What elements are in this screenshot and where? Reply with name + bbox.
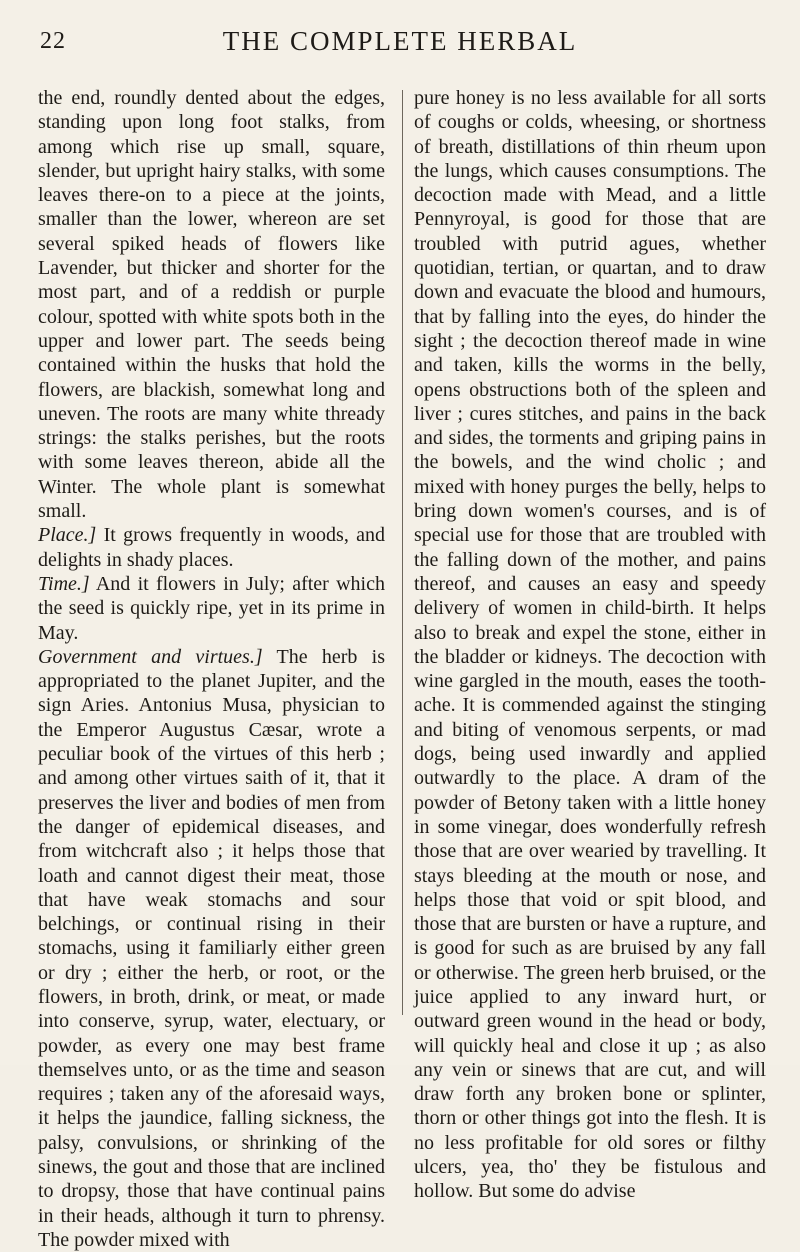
- description-paragraph: the end, roundly dented about the edges, standing upon long foot stalks, from among which rise up small, square, slender, but upright hairy stalks, with some leaves there-on to a piece at the joints, smaller than the lower, whereon are set several spiked heads of flowers like Lavender, but thicker and shorter for the most part, and of a reddish or purple colour, spotted with white spots both in the upper and lower part. The seeds being contained within the husks that hold the flowers, are blackish, somewhat long and uneven. The roots are many white thready strings: the stalks perishes, but the roots with some leaves thereon, abide all the Winter. The whole plant is somewhat small.: [38, 87, 385, 523]
- time-heading: Time.]: [38, 572, 90, 595]
- left-column: [38, 86, 385, 1252]
- time-text: And it flowers in July; after which the seed is quickly ripe, yet in its prime in May.: [38, 572, 385, 644]
- government-paragraph: [38, 645, 385, 1252]
- time-paragraph: [38, 572, 385, 645]
- place-heading: Place.]: [38, 524, 97, 547]
- running-title: THE COMPLETE HERBAL: [222, 26, 578, 56]
- page-number: 22: [40, 28, 66, 54]
- continued-paragraph: pure honey is no less available for all sorts of coughs or colds, wheesing, or shortness of breath, distillations of thin rheum upon the lungs, which causes consumptions. The decoction made with Mead, and a little Pennyroyal, is good for those that are troubled with putrid agues, whether quotidian, tertian, or quartan, and to draw down and evacuate the blood and humours, that by falling into the eyes, do hinder the sight ; the decoction thereof made in wine and taken, kills the worms in the belly, opens obstructions both of the spleen and liver ; cures stitches, and pains in the back and sides, the torments and griping pains in the bowels, and the wind cholic ; and mixed with honey purges the belly, helps to bring down women's courses, and is of special use for those that are troubled with the falling down of the mother, and pains thereof, and causes an easy and speedy delivery of women in child-birth. It helps also to break and expel the stone, either in the bladder or kidneys. The decoction with wine gargled in the mouth, eases the tooth-ache. It is commended against the stinging and biting of venomous serpents, or mad dogs, being used inwardly and applied outwardly to the place. A dram of the powder of Betony taken with a little honey in some vinegar, does wonderfully refresh those that are over wearied by travelling. It stays bleeding at the mouth or nose, and helps those that void or spit blood, and those that are bursten or have a rupture, and is good for such as are bruised by any fall or otherwise. The green herb bruised, or the juice applied to any inward hurt, or outward green wound in the head or body, will quickly heal and close it up ; as also any vein or sinews that are cut, and will draw forth any broken bone or splinter, thorn or other things got into the flesh. It is no less profitable for old sores or filthy ulcers, yea, tho' they be fistulous and hollow. But some do advise: [414, 87, 766, 1203]
- page-header: [40, 20, 760, 60]
- government-text: The herb is appropriated to the planet Jupiter, and the sign Aries. Antonius Musa, physician to the Emperor Augustus Cæsar, wrote a peculiar book of the virtues of this herb ; and among other virtues saith of it, that it preserves the liver and bodies of men from the danger of epidemical diseases, and from witchcraft also ; it helps those that loath and cannot digest their meat, those that have weak stomachs and sour belchings, or continual rising in their stomachs, using it familiarly either green or dry ; either the herb, or root, or the flowers, in broth, drink, or meat, or made into conserve, syrup, water, electuary, or powder, as every one may best frame themselves unto, or as the time and season requires ; taken any of the aforesaid ways, it helps the jaundice, falling sickness, the palsy, convulsions, or shrinking of the sinews, the gout and those that are inclined to dropsy, those that have continual pains in their heads, although it turn to phrensy. The powder mixed with: [38, 645, 386, 1251]
- place-text: It grows frequently in woods, and delights in shady places.: [38, 524, 385, 571]
- government-heading: Government and virtues.]: [38, 645, 263, 668]
- column-divider: [402, 90, 403, 1015]
- place-paragraph: [38, 523, 385, 572]
- right-column: [414, 86, 766, 1204]
